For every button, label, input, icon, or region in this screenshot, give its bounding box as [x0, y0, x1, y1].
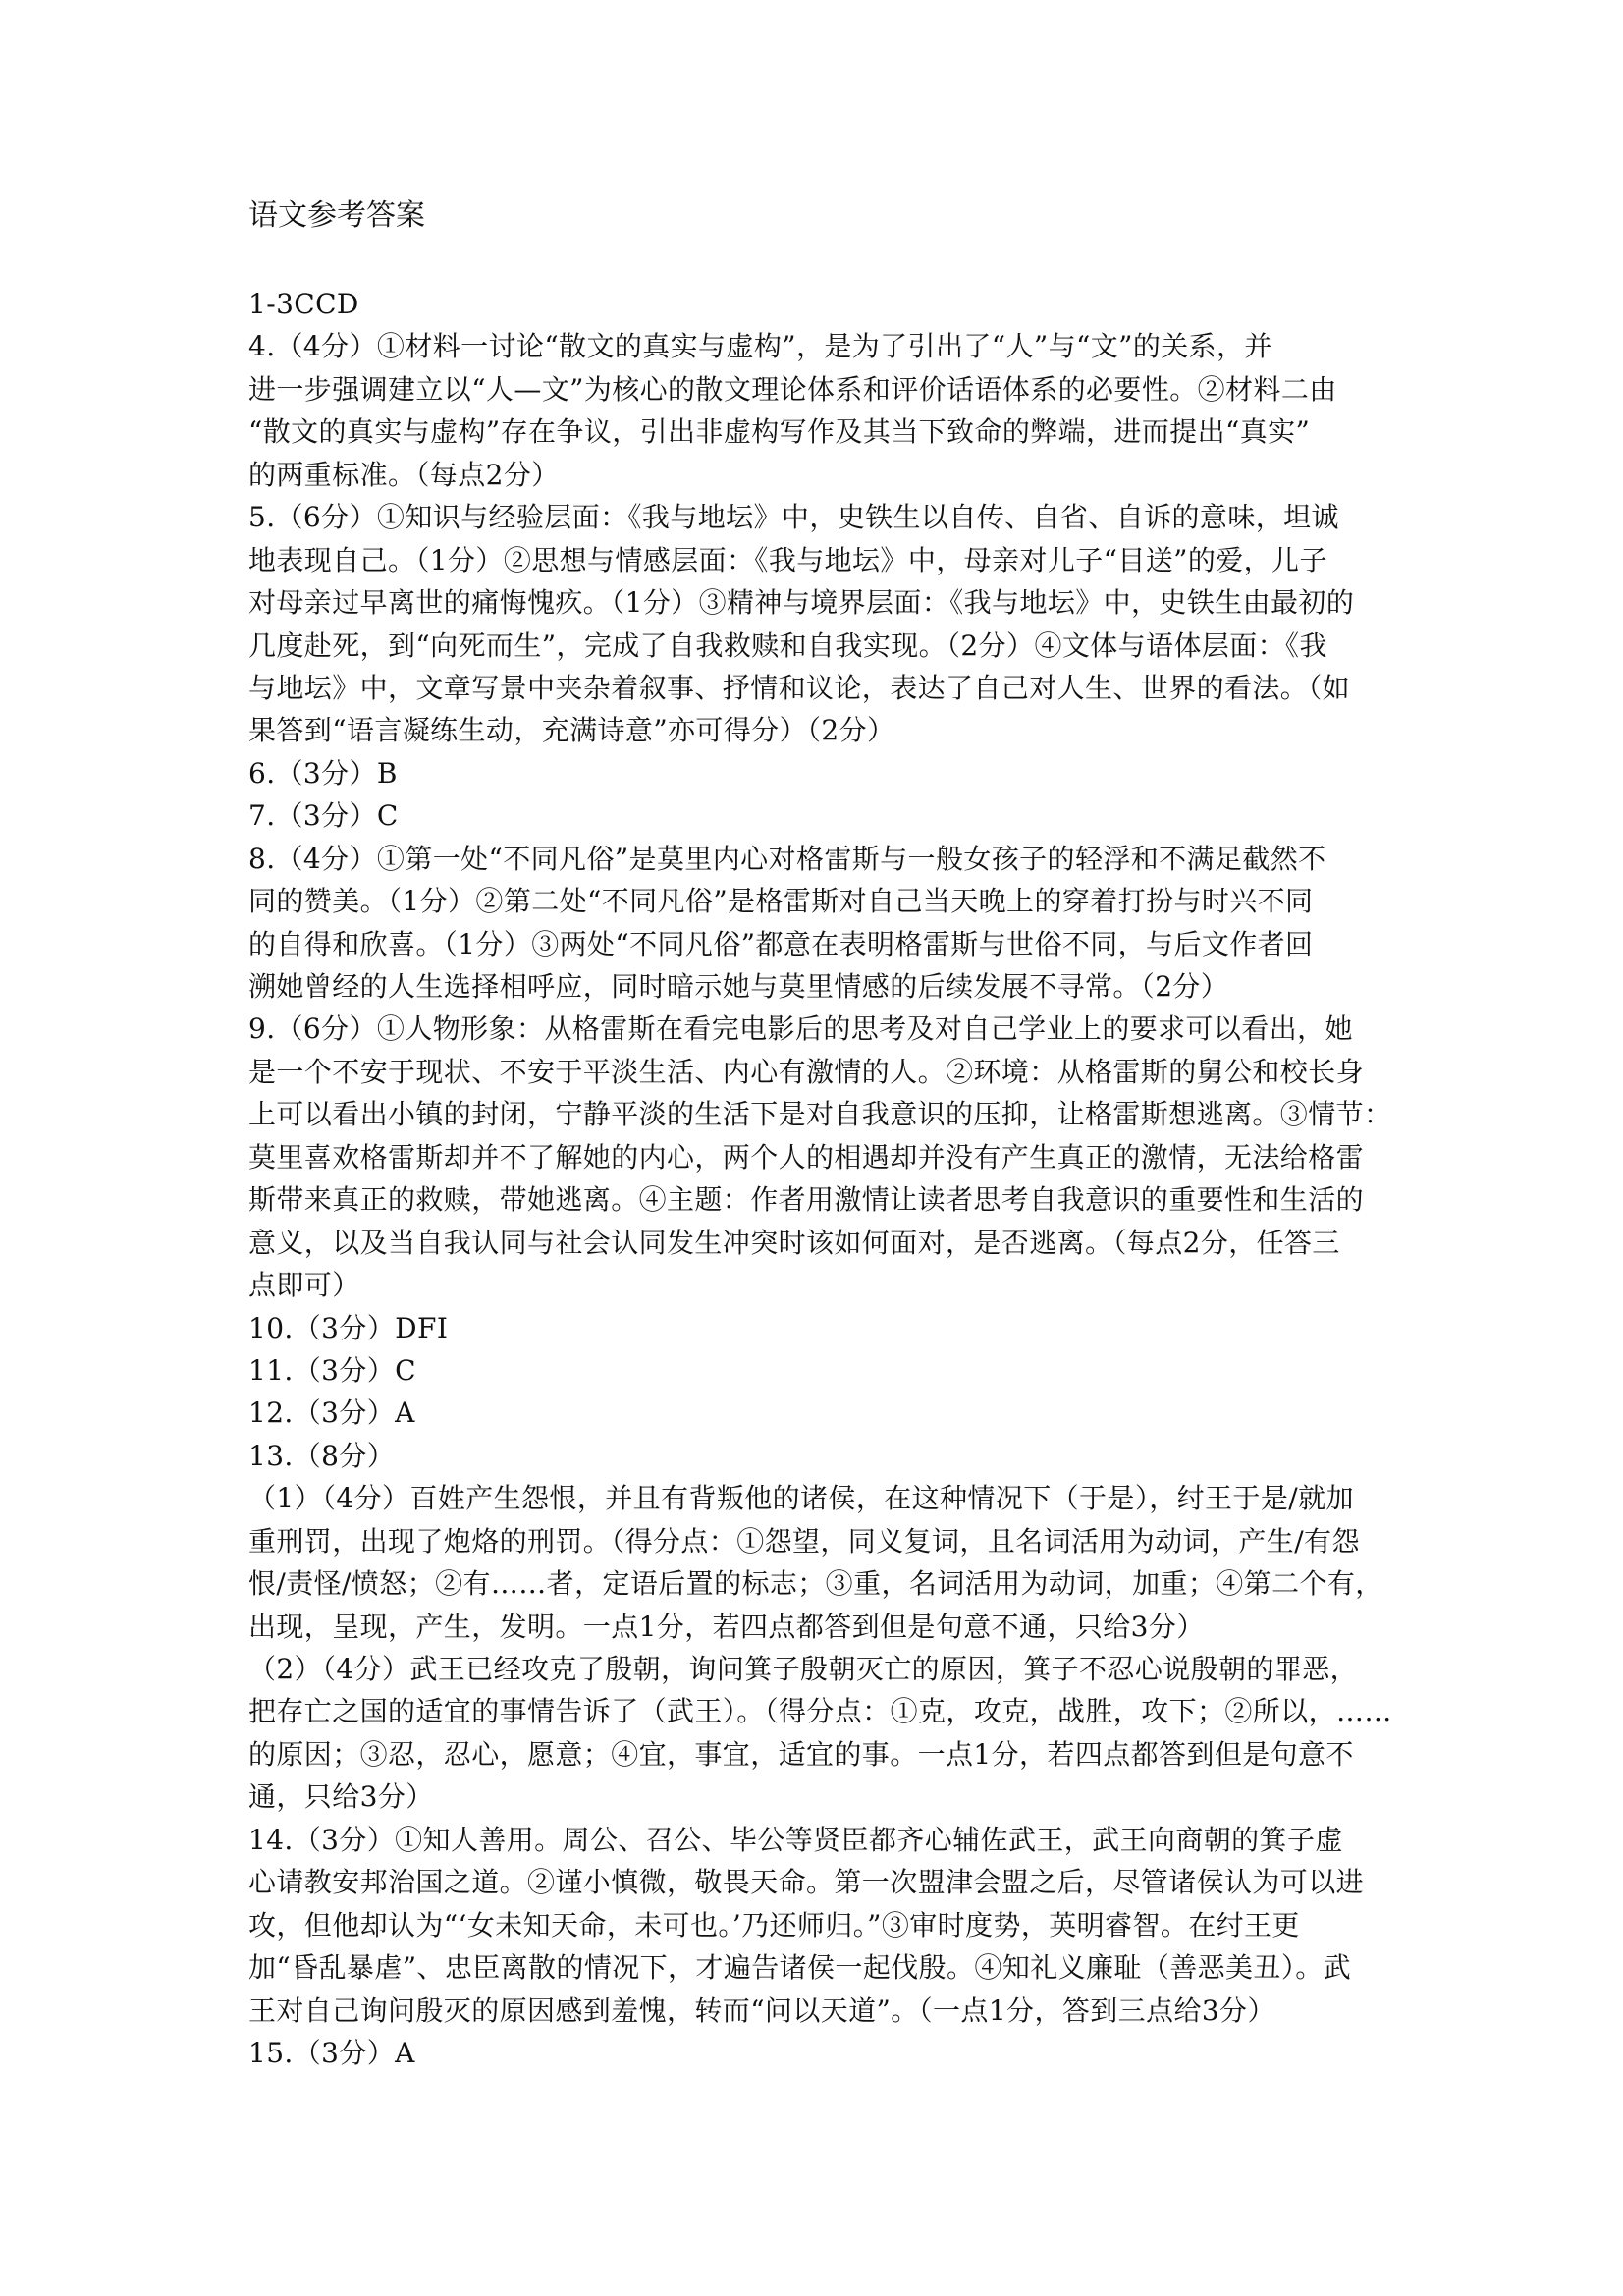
text-line: 斯带来真正的救赎，带她逃离。④主题：作者用激情让读者思考自我意识的重要性和生活的	[248, 1183, 1365, 1217]
text-line: 出现，呈现，产生，发明。一点1分，若四点都答到但是句意不通，只给3分）	[248, 1610, 1205, 1643]
text-line: 是一个不安于现状、不安于平淡生活、内心有激情的人。②环境：从格雷斯的舅公和校长身	[248, 1055, 1365, 1088]
text-line: 莫里喜欢格雷斯却并不了解她的内心，两个人的相遇却并没有产生真正的激情，无法给格雷	[248, 1140, 1365, 1174]
text-line: 1-3CCD	[248, 288, 359, 320]
text-line: 心请教安邦治国之道。②谨小慎微，敬畏天命。第一次盟津会盟之后，尽管诸侯认为可以进	[248, 1866, 1365, 1899]
text-line: 同的赞美。（1分）②第二处“不同凡俗”是格雷斯对自己当天晚上的穿着打扮与时兴不同	[248, 885, 1314, 918]
text-line: 通，只给3分）	[248, 1780, 434, 1814]
text-line: 9.（6分）①人物形象：从格雷斯在看完电影后的思考及对自己学业上的要求可以看出，她	[248, 1012, 1353, 1046]
text-line: 地表现自己。（1分）②思想与情感层面：《我与地坛》中，母亲对儿子“目送”的爱，儿子	[248, 543, 1327, 576]
text-line: 上可以看出小镇的封闭，宁静平淡的生活下是对自我意识的压抑，让格雷斯想逃离。③情节：	[248, 1098, 1392, 1131]
text-line: 的自得和欣喜。（1分）③两处“不同凡俗”都意在表明格雷斯与世俗不同，与后文作者回	[248, 927, 1314, 960]
text-line: 6.（3分）B	[248, 756, 398, 790]
text-line: 12.（3分）A	[248, 1396, 415, 1430]
text-line: 攻，但他却认为“‘女未知天命，未可也。’乃还师归。”③审时度势，英明睿智。在纣王更	[248, 1908, 1300, 1941]
text-line: “散文的真实与虚构”存在争议，引出非虚构写作及其当下致命的弊端，进而提出“真实”	[248, 415, 1311, 449]
text-line: 恨/责怪/愤怒；②有……者，定语后置的标志；③重，名词活用为动词，加重；④第二个有，	[248, 1567, 1383, 1601]
text-line: 8.（4分）①第一处“不同凡俗”是莫里内心对格雷斯与一般女孩子的轻浮和不满足截然不	[248, 842, 1326, 875]
text-line: 10.（3分）DFI	[248, 1311, 449, 1344]
text-line: 13.（8分）	[248, 1439, 396, 1472]
text-line: 溯她曾经的人生选择相呼应，同时暗示她与莫里情感的后续发展不寻常。（2分）	[248, 970, 1229, 1003]
text-line: 对母亲过早离世的痛悔愧疚。（1分）③精神与境界层面：《我与地坛》中，史铁生由最初的	[248, 586, 1355, 620]
document-title: 语文参考答案	[248, 198, 425, 233]
text-line: 11.（3分）C	[248, 1353, 416, 1387]
answer-body	[248, 283, 1397, 2074]
text-line: （1）（4分）百姓产生怨恨，并且有背叛他的诸侯，在这种情况下（于是），纣王于是/就加	[248, 1482, 1354, 1515]
text-line: 意义，以及当自我认同与社会认同发生冲突时该如何面对，是否逃离。（每点2分，任答三	[248, 1226, 1340, 1259]
text-line: 与地坛》中，文章写景中夹杂着叙事、抒情和议论，表达了自己对人生、世界的看法。（如	[248, 671, 1351, 704]
text-line: 加“昏乱暴虐”、忠臣离散的情况下，才遍告诸侯一起伐殷。④知礼义廉耻（善恶美丑）。武	[248, 1951, 1352, 1985]
text-line: 15.（3分）A	[248, 2036, 415, 2069]
text-line: 5.（6分）①知识与经验层面：《我与地坛》中，史铁生以自传、自省、自诉的意味，坦诚	[248, 501, 1339, 534]
text-line: 果答到“语言凝练生动，充满诗意”亦可得分）（2分）	[248, 714, 895, 747]
text-line: （2）（4分）武王已经攻克了殷朝，询问箕子殷朝灭亡的原因，箕子不忍心说殷朝的罪恶，	[248, 1653, 1359, 1685]
text-line: 4.（4分）①材料一讨论“散文的真实与虚构”，是为了引出了“人”与“文”的关系，并	[248, 330, 1272, 363]
text-line: 几度赴死，到“向死而生”，完成了自我救赎和自我实现。（2分）④文体与语体层面：《我	[248, 629, 1327, 662]
text-line: 的原因；③忍，忍心，愿意；④宜，事宜，适宜的事。一点1分，若四点都答到但是句意不	[248, 1737, 1354, 1771]
text-line: 点即可）	[248, 1269, 360, 1302]
text-line: 14.（3分）①知人善用。周公、召公、毕公等贤臣都齐心辅佐武王，武王向商朝的箕子虚	[248, 1823, 1343, 1856]
text-line: 7.（3分）C	[248, 799, 399, 833]
text-line: 王对自己询问殷灭的原因感到羞愧，转而“问以天道”。（一点1分，答到三点给3分）	[248, 1994, 1275, 2027]
text-line: 把存亡之国的适宜的事情告诉了（武王）。（得分点：①克，攻克，战胜，攻下；②所以，……	[248, 1695, 1392, 1728]
text-line: 重刑罚，出现了炮烙的刑罚。（得分点：①怨望，同义复词，且名词活用为动词，产生/有怨	[248, 1524, 1360, 1558]
text-line: 的两重标准。（每点2分）	[248, 458, 560, 491]
text-line: 进一步强调建立以“人—文”为核心的散文理论体系和评价话语体系的必要性。②材料二由	[248, 372, 1337, 406]
